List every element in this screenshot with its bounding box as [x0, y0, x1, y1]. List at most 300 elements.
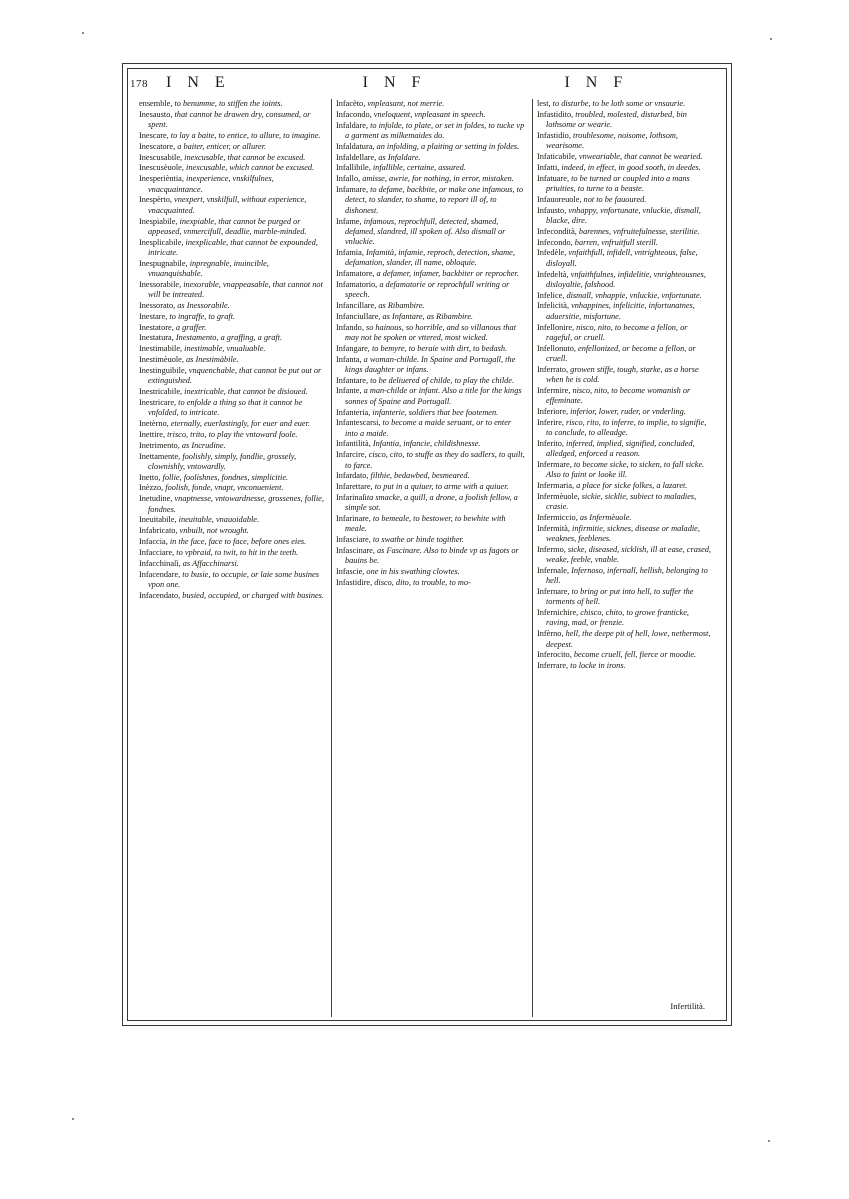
entry-headword: Infamia [336, 247, 362, 257]
entry-definition: , Infantia, infancie, childishnesse. [368, 439, 481, 449]
dictionary-entry [537, 407, 713, 417]
entry-headword: Infasciare [336, 535, 369, 545]
entry-definition: , inextricable, that cannot be disioued. [180, 387, 308, 397]
dictionary-entry [537, 99, 713, 109]
entry-definition: , infanterie, soldiers that bee footemen. [368, 407, 499, 417]
dictionary-entry [537, 629, 713, 650]
entry-headword: Ineuitabile [139, 515, 175, 525]
entry-headword: Infancillare [336, 300, 375, 310]
entry-headword: Infausto [537, 205, 565, 215]
dictionary-entry [537, 323, 713, 344]
entry-definition: , vnbuilt, not wrought. [175, 526, 249, 536]
entry-headword: Infelice [537, 290, 563, 300]
entry-headword: Inetudine [139, 494, 171, 504]
entry-headword: Infauoreuole [537, 194, 580, 204]
entry-headword: Infanciullare [336, 311, 379, 321]
entry-headword: Infacendare [139, 569, 179, 579]
entry-definition: , to be turned or coupled into a mans priuities, to turne to a beaste. [546, 173, 690, 193]
entry-definition: , to become a maide seruant, or to enter into a maide. [345, 418, 512, 438]
dictionary-entry [537, 110, 713, 131]
entry-definition: ta smacke, a quill, a drone, a foolish fellow, a simple sot. [345, 493, 518, 513]
entry-headword: Inèzzo [139, 483, 162, 493]
entry-definition: , vneloquent, vnpleasant in speech. [369, 109, 486, 119]
dictionary-entry [537, 587, 713, 608]
entry-headword: Infaldare [336, 120, 366, 130]
entry-definition: , Infamità, infamie, reproch, detection, shame, defamation, slander, ill name, obloquie. [345, 247, 515, 268]
dictionary-entry [537, 291, 713, 301]
dictionary-entry [139, 515, 325, 525]
entry-headword: Inesperièntia [139, 174, 182, 184]
entry-definition: , as Ribambire. [374, 300, 425, 310]
dictionary-entry [139, 548, 325, 558]
entry-definition: , cisco, cito, to stuffe as they do sadlers, to quilt, to farce. [345, 450, 525, 470]
entry-headword: Infacendato [139, 590, 179, 600]
entry-definition: , as Inestimàbile. [181, 355, 239, 365]
entry-headword: Infernale [537, 566, 567, 576]
entry-headword: Infangare [336, 343, 368, 353]
dictionary-entry [336, 567, 526, 577]
entry-definition: , chisco, chito, to growe franticke, raving, mad, or frenzie. [546, 608, 689, 628]
entry-definition: , to benumme, to stiffen the ioints. [170, 99, 283, 108]
dictionary-entry [336, 280, 526, 301]
entry-list-2 [336, 99, 526, 588]
page-speck [72, 1118, 74, 1120]
entry-definition: , trisco, trito, to play the vntoward foole. [162, 429, 298, 439]
entry-definition: , to vpbraid, to twit, to hit in the teeth. [172, 547, 299, 557]
entry-definition: , to bring or put into hell, to suffer the torments of hell. [546, 587, 694, 607]
entry-definition: , to locke in irons. [566, 661, 626, 671]
entry-headword: Infermare [537, 459, 570, 469]
entry-headword: Infermire [537, 385, 569, 395]
dictionary-entry [139, 131, 325, 141]
entry-headword: Infaccia [139, 537, 166, 547]
entry-definition: , inexplicable, that cannot be expounded, intricate. [148, 237, 318, 257]
dictionary-entry [537, 386, 713, 407]
dictionary-entry [139, 312, 325, 322]
dictionary-entry [139, 333, 325, 343]
entry-headword: Inescatore [139, 141, 174, 151]
entry-headword: Inestinguibile [139, 365, 185, 375]
entry-headword: Infecondo [537, 237, 571, 247]
column-3 [533, 99, 719, 1017]
entry-definition: , inpregnable, inuincible, vnuanquishable. [148, 258, 269, 278]
dictionary-entry [139, 591, 325, 601]
entry-headword: Inestricare [139, 397, 175, 407]
entry-headword: Inescusabile [139, 152, 181, 162]
entry-headword: Inettamente [139, 451, 179, 461]
entry-definition: , inferred, implied, signified, concluded, alledged, enforced a reason. [546, 438, 695, 459]
entry-headword: Infacchinaſi [139, 558, 179, 568]
dictionary-entry [336, 418, 526, 439]
column-2 [331, 99, 533, 1017]
entry-definition: , amisse, awrie, for nothing, in error, mistaken. [358, 174, 514, 184]
dictionary-entry [537, 248, 713, 269]
entry-definition: , dismall, vnhappie, vnluckie, vnfortunate. [562, 290, 702, 300]
entry-headword: Infecondità [537, 226, 575, 236]
entry-definition: , a woman-childe. In Spaine and Portugall, the kings daughter or infans. [345, 354, 516, 374]
entry-definition: , risco, rito, to inferre, to implie, to signifie, to conclude, to alleadge. [546, 417, 707, 438]
entry-definition: , to swathe or binde togither. [368, 535, 464, 545]
entry-definition: , follie, foolishnes, fondnes, simplicitie. [158, 472, 289, 482]
entry-definition: , in the face, face to face, before ones eies. [165, 537, 307, 547]
dictionary-entry [139, 344, 325, 354]
entry-definition: , as Fascinare. Also to binde vp as fagots or bauins be. [345, 546, 519, 566]
dictionary-entry [139, 174, 325, 195]
dictionary-entry [139, 301, 325, 311]
entry-definition: , barennes, vnfruitefulnesse, sterilitie. [574, 226, 700, 236]
entry-headword: Infermo [537, 544, 564, 554]
entry-headword: Inespiabile [139, 216, 176, 226]
entry-headword: Infacondo [336, 109, 370, 119]
dictionary-entry [336, 323, 526, 344]
entry-headword: Inespugnabile [139, 258, 186, 268]
entry-headword: Inessorabile [139, 279, 180, 289]
entry-definition: , as Incrudine. [177, 440, 226, 450]
dictionary-entry [336, 546, 526, 567]
entry-definition: , to bemyre, to beraie with dirt, to bedash. [367, 343, 508, 353]
entry-definition: , become cruell, fell, fierce or moodie. [569, 650, 697, 660]
dictionary-entry [139, 99, 325, 109]
entry-headword: Infantescarsi [336, 418, 379, 428]
entry-headword: Infanta [336, 354, 360, 364]
dictionary-entry [336, 344, 526, 354]
dictionary-entry [139, 452, 325, 473]
entry-definition: , Infernoso, infernall, hellish, belonging to hell. [546, 566, 708, 586]
dictionary-entry [139, 259, 325, 280]
dictionary-entry [139, 355, 325, 365]
entry-definition: , nisco, nito, to become a fellon, or rageful, or cruell. [546, 322, 688, 342]
entry-definition: , inexcusable, which cannot be excused. [181, 163, 315, 173]
entry-definition: , so hainous, so horrible, and so villanous that may not be spoken or vttered, most wicked. [345, 322, 517, 342]
running-head-right: I N F [564, 74, 629, 91]
entry-definition: , to bemeale, to bestower, to bewhite with meale. [345, 514, 506, 534]
catchword: Infertilità. [670, 1001, 705, 1011]
entry-headword: Infardato [336, 471, 367, 481]
entry-headword: Inespèrto [139, 195, 170, 205]
entry-definition: , nisco, nito, to become womanish or effeminate. [546, 385, 691, 406]
entry-list-3 [537, 99, 713, 672]
entry-definition: , busied, occupied, or charged with busines. [178, 590, 324, 600]
entry-headword: Inesplicabile [139, 237, 182, 247]
entry-headword: Inesausto [139, 109, 171, 119]
entry-definition: , vnfaithfulnes, infidelitie, vnrighteousnes, disloyaltie, falshood. [546, 269, 706, 289]
dictionary-entry [139, 537, 325, 547]
entry-definition: , sicke, diseased, sicklish, ill at ease, crased, weake, feeble, vnable. [546, 544, 711, 565]
entry-definition: , as Inessorabile. [173, 300, 230, 310]
entry-definition: , vnweariable, that cannot be wearied. [574, 152, 703, 162]
entry-headword: Infantilità [336, 439, 369, 449]
dictionary-entry [537, 131, 713, 152]
dictionary-entry [336, 450, 526, 471]
entry-definition: , a defamer, infamer, backbiter or reprocher. [372, 268, 519, 278]
entry-definition: , to defame, backbite, or make one infamous, to detect, to slander, to shame, to report ill of, to dishonest. [345, 185, 524, 215]
dictionary-entry [336, 121, 526, 142]
entry-definition: , a place for sicke folkes, a lazaret. [572, 481, 688, 491]
dictionary-entry [139, 323, 325, 333]
dictionary-entry [537, 206, 713, 227]
dictionary-entry [139, 483, 325, 493]
entry-definition: , to disturbe, to be loth some or vnsaurie. [548, 99, 686, 108]
entry-headword: Inferiore [537, 406, 567, 416]
dictionary-entry [336, 493, 526, 514]
entry-headword: Inescare [139, 130, 167, 140]
entry-headword: Inestare [139, 311, 166, 321]
entry-definition: , infamous, reprochfull, detected, shamed, defamed, slandred, ill spoken of. Also dismall or vnluckie. [345, 216, 506, 246]
entry-headword: Infaticabile [537, 152, 575, 162]
dictionary-entry [336, 110, 526, 120]
dictionary-entry [336, 535, 526, 545]
entry-headword: Infarinare [336, 514, 369, 524]
entry-definition: , an infolding, a plaiting or setting in foldes. [372, 141, 520, 151]
dictionary-entry [537, 566, 713, 587]
entry-headword: Infatti [537, 162, 558, 172]
entry-headword: Infarcire [336, 450, 365, 460]
entry-headword: Infellonire [537, 322, 573, 332]
entry-headword: Infando [336, 322, 362, 332]
entry-headword: Inestimèuole [139, 355, 182, 365]
entry-headword: Infelicità [537, 301, 567, 311]
dictionary-entry [537, 513, 713, 523]
dictionary-entry [537, 608, 713, 629]
entry-definition: , inexperience, vnskilfulnes, vnacquaintance. [148, 174, 274, 194]
dictionary-entry [336, 408, 526, 418]
entry-definition: , to busie, to occupie, or laie some busines vpon one. [148, 569, 319, 589]
entry-headword: Infarettare [336, 482, 371, 492]
dictionary-entry [537, 650, 713, 660]
dictionary-entry [537, 661, 713, 671]
dictionary-entry [336, 99, 526, 109]
entry-headword: Infermità [537, 523, 568, 533]
entry-definition: , to become sicke, to sicken, to fall sicke. Also to faint or looke ill. [546, 459, 705, 480]
entry-headword: Infacciare [139, 547, 173, 557]
entry-definition: , a baiter, enticer, or allurer. [173, 141, 267, 151]
entry-definition: , disco, dito, to trouble, to mo- [370, 578, 471, 588]
dictionary-entry [537, 270, 713, 291]
entry-headword: Infermiccio [537, 513, 576, 522]
entry-headword: Infascinare [336, 546, 373, 556]
entry-definition: , a defamatorie or reprochfull writing or speech. [345, 279, 510, 300]
entry-headword: Infèrno [537, 629, 562, 639]
entry-definition: , infirmitie, sicknes, disease or maladie, weaknes, feeblenes. [546, 523, 700, 544]
entry-headword: Inettire [139, 429, 163, 439]
entry-headword: Inestricabile [139, 387, 181, 397]
dictionary-entry [336, 376, 526, 386]
entry-definition: , inexorable, vnappeasable, that cannot not will be intreated. [148, 279, 323, 300]
dictionary-entry [336, 269, 526, 279]
entry-definition: , as Infermèuole. [575, 513, 632, 522]
dictionary-entry [336, 355, 526, 376]
entry-definition: , to be deliuered of childe, to play the childe. [365, 375, 515, 385]
entry-headword: Infamare [336, 185, 366, 195]
dictionary-entry [139, 280, 325, 301]
entry-headword: Inetto [139, 472, 159, 482]
entry-definition: , Inestamento, a graffing, a graft. [171, 333, 283, 343]
entry-definition: , sickie, sicklie, subiect to maladies, crasie. [546, 491, 697, 512]
page-speck [768, 1140, 770, 1142]
entry-headword: Inestimabile [139, 344, 181, 354]
entry-definition: , to ingraffe, to graft. [165, 311, 236, 321]
entry-headword: Infastidio [537, 130, 569, 140]
entry-definition: , indeed, in effect, in good sooth, in deedes. [557, 162, 701, 172]
dictionary-entry [139, 526, 325, 536]
running-head-center: I N F [362, 74, 427, 91]
dictionary-entry [537, 301, 713, 322]
dictionary-entry [139, 110, 325, 131]
entry-headword: Infantare [336, 375, 366, 385]
entry-definition: , inferior, lower, ruder, or vnderling. [566, 406, 686, 416]
dictionary-entry [336, 312, 526, 322]
entry-headword: Infallibile [336, 163, 369, 173]
entry-definition: , troubled, molested, disturbed, bin lothsome or wearie. [546, 109, 687, 130]
entry-headword: Inferire [537, 417, 562, 427]
dictionary-entry [537, 174, 713, 195]
entry-headword: Infamatorio [336, 279, 376, 289]
dictionary-entry [537, 344, 713, 365]
entry-headword: Inferrare [537, 661, 567, 671]
entry-headword: Inescusèuole [139, 163, 182, 173]
dictionary-entry [537, 227, 713, 237]
page-speck [770, 38, 772, 40]
dictionary-entry [139, 366, 325, 387]
dictionary-entry [537, 460, 713, 481]
entry-definition: , vnaptnesse, vntowardnesse, grossenes, follie, fondnes. [148, 494, 324, 514]
entry-definition: , hell, the deepe pit of hell, lowe, nethermost, deepest. [546, 629, 711, 649]
dictionary-entry [139, 153, 325, 163]
dictionary-entry [336, 248, 526, 269]
entry-definition: , growen stiffe, tough, starke, as a horse when he is cold. [546, 364, 699, 384]
entry-definition: , one in his swathing clowtes. [362, 567, 460, 577]
entry-list-1 [139, 99, 325, 601]
entry-headword: Inessorato [139, 300, 174, 310]
text-columns [135, 99, 719, 1017]
dictionary-entry [537, 163, 713, 173]
entry-definition: , vnhappines, infelicitie, infortunatnes, aduersitie, misfortune. [546, 301, 695, 321]
entry-definition: , filthie, bedawbed, besmeared. [366, 471, 470, 481]
entry-headword: ensemble [139, 99, 171, 108]
dictionary-entry [139, 441, 325, 451]
dictionary-entry [139, 419, 325, 429]
entry-headword: Infarinaſi [336, 493, 367, 503]
entry-definition: , not to be fauoured. [579, 194, 647, 204]
dictionary-entry [336, 578, 526, 588]
entry-definition: , inestimable, vnualuable. [180, 344, 266, 354]
entry-definition: , eternally, euerlastingly, for euer and euer. [166, 418, 310, 428]
entry-headword: lest [537, 99, 549, 108]
entry-headword: Infedèle [537, 248, 565, 258]
entry-headword: Infaldatura [336, 141, 373, 151]
entry-headword: Infallo [336, 174, 359, 184]
entry-headword: Infabricato [139, 526, 176, 536]
dictionary-entry [336, 185, 526, 216]
entry-headword: Infellonuto [537, 343, 574, 353]
entry-definition: , inexpiable, that cannot be purged or appeased, vnmercifull, deadlie, marble-minded. [148, 216, 307, 236]
entry-headword: Infastidire [336, 578, 371, 588]
dictionary-entry [336, 471, 526, 481]
dictionary-entry [537, 418, 713, 439]
entry-definition: , barren, vnfruitfull sterill. [570, 237, 658, 247]
dictionary-entry [336, 163, 526, 173]
entry-headword: Infaldellare [336, 152, 375, 162]
entry-headword: Infante [336, 386, 360, 396]
dictionary-entry [537, 195, 713, 205]
entry-definition: , vnfaithfull, infidell, vntrighteous, false, disloyall. [546, 248, 698, 268]
entry-headword: Inferrato [537, 364, 567, 374]
column-1 [135, 99, 331, 1017]
entry-definition: , vnhappy, vnfortunate, vnluckie, dismall, blacke, dire. [546, 205, 701, 225]
dictionary-entry [336, 514, 526, 535]
dictionary-entry [537, 152, 713, 162]
entry-definition: , enfellonized, or become a fellon, or cruell. [546, 343, 696, 363]
entry-definition: , as Infaldare. [374, 152, 421, 162]
dictionary-entry [139, 387, 325, 397]
dictionary-entry [139, 217, 325, 238]
entry-headword: Inestatura [139, 333, 172, 343]
dictionary-entry [336, 153, 526, 163]
entry-definition: , to infolde, to plate, or set in foldes, to tucke vp a garment as milkemaides do. [345, 120, 525, 140]
entry-headword: Infernichire [537, 608, 577, 618]
dictionary-entry [537, 492, 713, 513]
entry-headword: Infanteria [336, 407, 369, 417]
entry-headword: Inetrimento [139, 440, 178, 450]
dictionary-entry [139, 473, 325, 483]
dictionary-entry [139, 559, 325, 569]
entry-headword: Infatuare [537, 173, 567, 183]
entry-definition: , as Infantare, as Ribambire. [378, 311, 473, 321]
dictionary-entry [336, 217, 526, 248]
dictionary-entry [537, 238, 713, 248]
dictionary-entry [139, 430, 325, 440]
dictionary-entry [537, 365, 713, 386]
dictionary-entry [139, 238, 325, 259]
entry-definition: , to lay a baite, to entice, to allure, to imagine. [166, 130, 321, 140]
entry-headword: Inetèrno [139, 418, 167, 428]
entry-definition: , ineuitable, vnauoidable. [174, 515, 260, 525]
dictionary-entry [537, 481, 713, 491]
entry-headword: Infernare [537, 587, 568, 597]
dictionary-entry [139, 398, 325, 419]
entry-headword: Inestatore [139, 322, 172, 332]
dictionary-entry [336, 386, 526, 407]
entry-headword: Infedeltà [537, 269, 567, 279]
entry-headword: Inferito [537, 438, 562, 448]
dictionary-entry [139, 142, 325, 152]
folio-number: 178 [130, 78, 148, 90]
entry-headword: Infame [336, 216, 360, 226]
running-header [130, 74, 726, 96]
page-speck [82, 32, 84, 34]
dictionary-entry [336, 142, 526, 152]
dictionary-entry [336, 174, 526, 184]
entry-headword: Infastidito [537, 109, 572, 119]
entry-headword: Inferocito [537, 650, 570, 660]
entry-definition: , vnpleasant, not merrie. [363, 99, 445, 108]
dictionary-entry [537, 524, 713, 545]
dictionary-entry [139, 494, 325, 515]
entry-definition: , inexcusable, that cannot be excused. [180, 152, 306, 162]
entry-definition: , a graffer. [171, 322, 207, 332]
running-head-left: I N E [166, 74, 231, 91]
entry-definition: , foolish, fonde, vnapt, vnconuenient. [161, 483, 284, 493]
dictionary-entry [336, 439, 526, 449]
dictionary-entry [336, 482, 526, 492]
entry-definition: , that cannot be drawen dry, consumed, or spent. [148, 109, 311, 130]
dictionary-entry [139, 195, 325, 216]
entry-definition: , vnexpert, vnskilfull, without experience, vnacquainted. [148, 195, 307, 215]
entry-definition: , to put in a quiuer, to arme with a quiuer. [370, 482, 509, 492]
entry-headword: Infascie [336, 567, 363, 577]
entry-headword: Infermèuole [537, 491, 578, 501]
entry-definition: , foolishly, simply, fondlie, grossely, clownishly, vntowardly. [148, 451, 297, 471]
